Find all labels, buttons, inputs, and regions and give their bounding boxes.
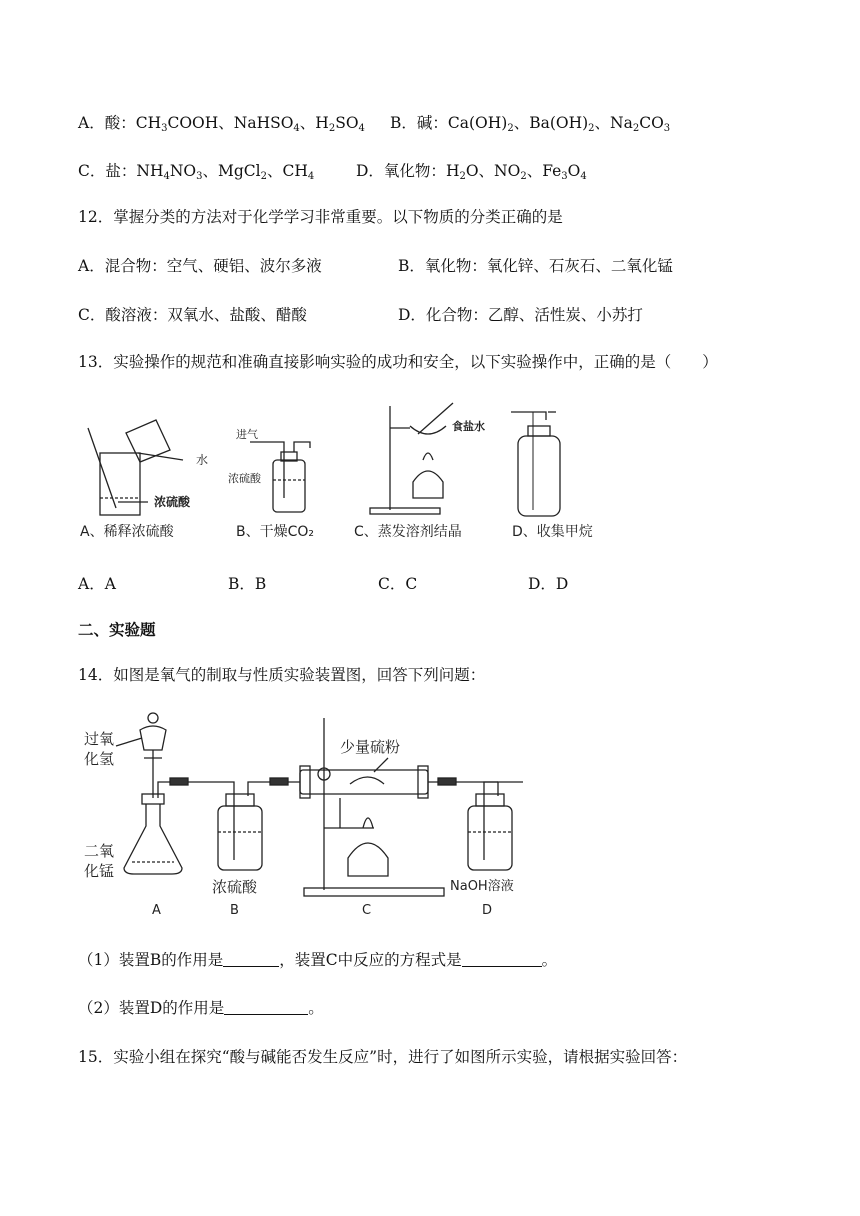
caption-d: D、收集甲烷 xyxy=(512,524,593,540)
beaker-icon xyxy=(100,453,140,515)
option-prefix: A．酸： xyxy=(78,114,136,132)
subscript: 3 xyxy=(161,123,168,134)
evaporating-dish-icon xyxy=(410,426,446,434)
q13-stem: 13．实验操作的规范和准确直接影响实验的成功和安全，以下实验操作中，正确的是（ ） xyxy=(78,353,718,371)
label-mno2-2: 化锰 xyxy=(84,862,115,880)
caption-b: B、干燥CO₂ xyxy=(236,524,315,540)
subscript: 2 xyxy=(520,171,527,182)
label-salt-water: 食盐水 xyxy=(452,420,485,433)
separatory-funnel-icon xyxy=(140,726,166,750)
q12-option-b: B．氧化物：氧化锌、石灰石、二氧化锰 xyxy=(398,257,673,275)
label-h2o2-1: 过氧 xyxy=(84,730,115,748)
label-c: C xyxy=(362,903,372,918)
subscript: 4 xyxy=(358,123,365,134)
caption-a: A、稀释浓硫酸 xyxy=(80,524,174,540)
answer-blank[interactable] xyxy=(224,1000,308,1015)
subscript: 2 xyxy=(328,123,336,134)
label-b: B xyxy=(230,903,239,918)
answer-blank[interactable] xyxy=(223,952,279,967)
alcohol-lamp-icon xyxy=(413,471,443,498)
formula-part: CH xyxy=(135,114,162,132)
wash-bottle-b-icon xyxy=(218,806,262,870)
q14-sub2 xyxy=(78,997,324,1019)
subscript: 4 xyxy=(307,171,315,182)
glass-rod-icon xyxy=(88,428,116,508)
subscript: 2 xyxy=(260,171,267,182)
q13-option-b: B．B xyxy=(228,575,267,593)
q13-option-d: D．D xyxy=(528,575,569,593)
formula-part: 、H xyxy=(299,114,329,132)
sub1-text-a: （1）装置B的作用是 xyxy=(78,951,224,969)
q14-stem: 14．如图是氧气的制取与性质实验装置图，回答下列问题： xyxy=(78,666,486,684)
option-prefix: B．碱： xyxy=(390,114,448,132)
q13-option-a: A．A xyxy=(78,575,116,593)
formula-part: SO xyxy=(335,114,359,132)
q12-option-d: D．化合物：乙醇、活性炭、小苏打 xyxy=(398,306,643,324)
formula-part: O xyxy=(567,162,581,180)
subscript: 4 xyxy=(580,171,587,182)
pouring-beaker-icon xyxy=(126,420,170,462)
sub1-text-c: 。 xyxy=(541,951,558,969)
formula-part: NH xyxy=(136,162,164,180)
subscript: 2 xyxy=(588,123,595,134)
label-h2o2-2: 化氢 xyxy=(84,750,115,768)
sub1-text-b: ，装置C中反应的方程式是 xyxy=(279,951,462,969)
label-a: A xyxy=(152,903,161,918)
sub2-text-a: （2）装置D的作用是 xyxy=(78,999,225,1017)
q11-option-b xyxy=(390,112,670,140)
q13-option-c: C．C xyxy=(378,575,418,593)
q11-option-c xyxy=(78,160,314,188)
label-inlet: 进气 xyxy=(236,428,258,441)
alcohol-lamp-c-icon xyxy=(348,843,388,876)
q14-sub1 xyxy=(78,949,557,971)
sub2-text-b: 。 xyxy=(308,999,324,1017)
formula-part: 、Na xyxy=(594,114,633,132)
collecting-bottle-icon xyxy=(518,436,560,516)
q15-stem: 15．实验小组在探究“酸与碱能否发生反应”时，进行了如图所示实验，请根据实验回答： xyxy=(78,1048,688,1066)
subscript: 3 xyxy=(196,171,203,182)
q12-option-a: A．混合物：空气、硬铝、波尔多液 xyxy=(78,257,322,275)
formula-part: 、CH xyxy=(267,162,308,180)
option-prefix: D．氧化物： xyxy=(356,162,446,180)
answer-blank[interactable] xyxy=(462,952,542,967)
label-acid-b: 浓硫酸 xyxy=(228,472,261,485)
subscript: 4 xyxy=(163,171,170,182)
combustion-tube-icon xyxy=(300,770,428,794)
section-title: 二、实验题 xyxy=(78,621,156,639)
label-mno2-1: 二氧 xyxy=(84,842,115,860)
q13-figure xyxy=(78,398,618,548)
label-naoh: NaOH溶液 xyxy=(450,879,514,894)
subscript: 2 xyxy=(459,171,466,182)
q14-apparatus-figure xyxy=(78,708,538,920)
gas-bottle-icon xyxy=(273,460,305,512)
q11-option-a xyxy=(78,112,365,140)
formula-part: Ca(OH) xyxy=(447,114,508,132)
formula-part: 、Fe xyxy=(526,162,562,180)
formula-part: 、Ba(OH) xyxy=(513,114,589,132)
funnel-stopper-icon xyxy=(148,713,158,723)
subscript: 3 xyxy=(561,171,568,182)
conical-flask-icon xyxy=(124,804,182,874)
formula-part: O、NO xyxy=(465,162,521,180)
subscript: 2 xyxy=(632,123,640,134)
label-conc-acid: 浓硫酸 xyxy=(212,878,258,896)
q11-option-d xyxy=(356,160,587,188)
wash-bottle-d-icon xyxy=(468,806,512,870)
formula-part: NO xyxy=(169,162,197,180)
label-water: 水 xyxy=(196,453,209,467)
subscript: 4 xyxy=(293,123,300,134)
formula-part: 、MgCl xyxy=(202,162,261,180)
caption-c: C、蒸发溶剂结晶 xyxy=(354,524,462,540)
label-d: D xyxy=(482,903,493,918)
option-prefix: C．盐： xyxy=(78,162,137,180)
formula-part: COOH、NaHSO xyxy=(167,114,294,132)
sulfur-boat-icon xyxy=(350,777,384,784)
q12-stem: 12．掌握分类的方法对于化学学习非常重要。以下物质的分类正确的是 xyxy=(78,208,563,226)
label-acid: 浓硫酸 xyxy=(154,495,191,509)
subscript: 3 xyxy=(663,123,671,134)
q12-option-c: C．酸溶液：双氧水、盐酸、醋酸 xyxy=(78,306,307,324)
formula-part: H xyxy=(445,162,460,180)
label-sulfur: 少量硫粉 xyxy=(340,738,401,756)
formula-part: CO xyxy=(639,114,664,132)
subscript: 2 xyxy=(507,123,514,134)
